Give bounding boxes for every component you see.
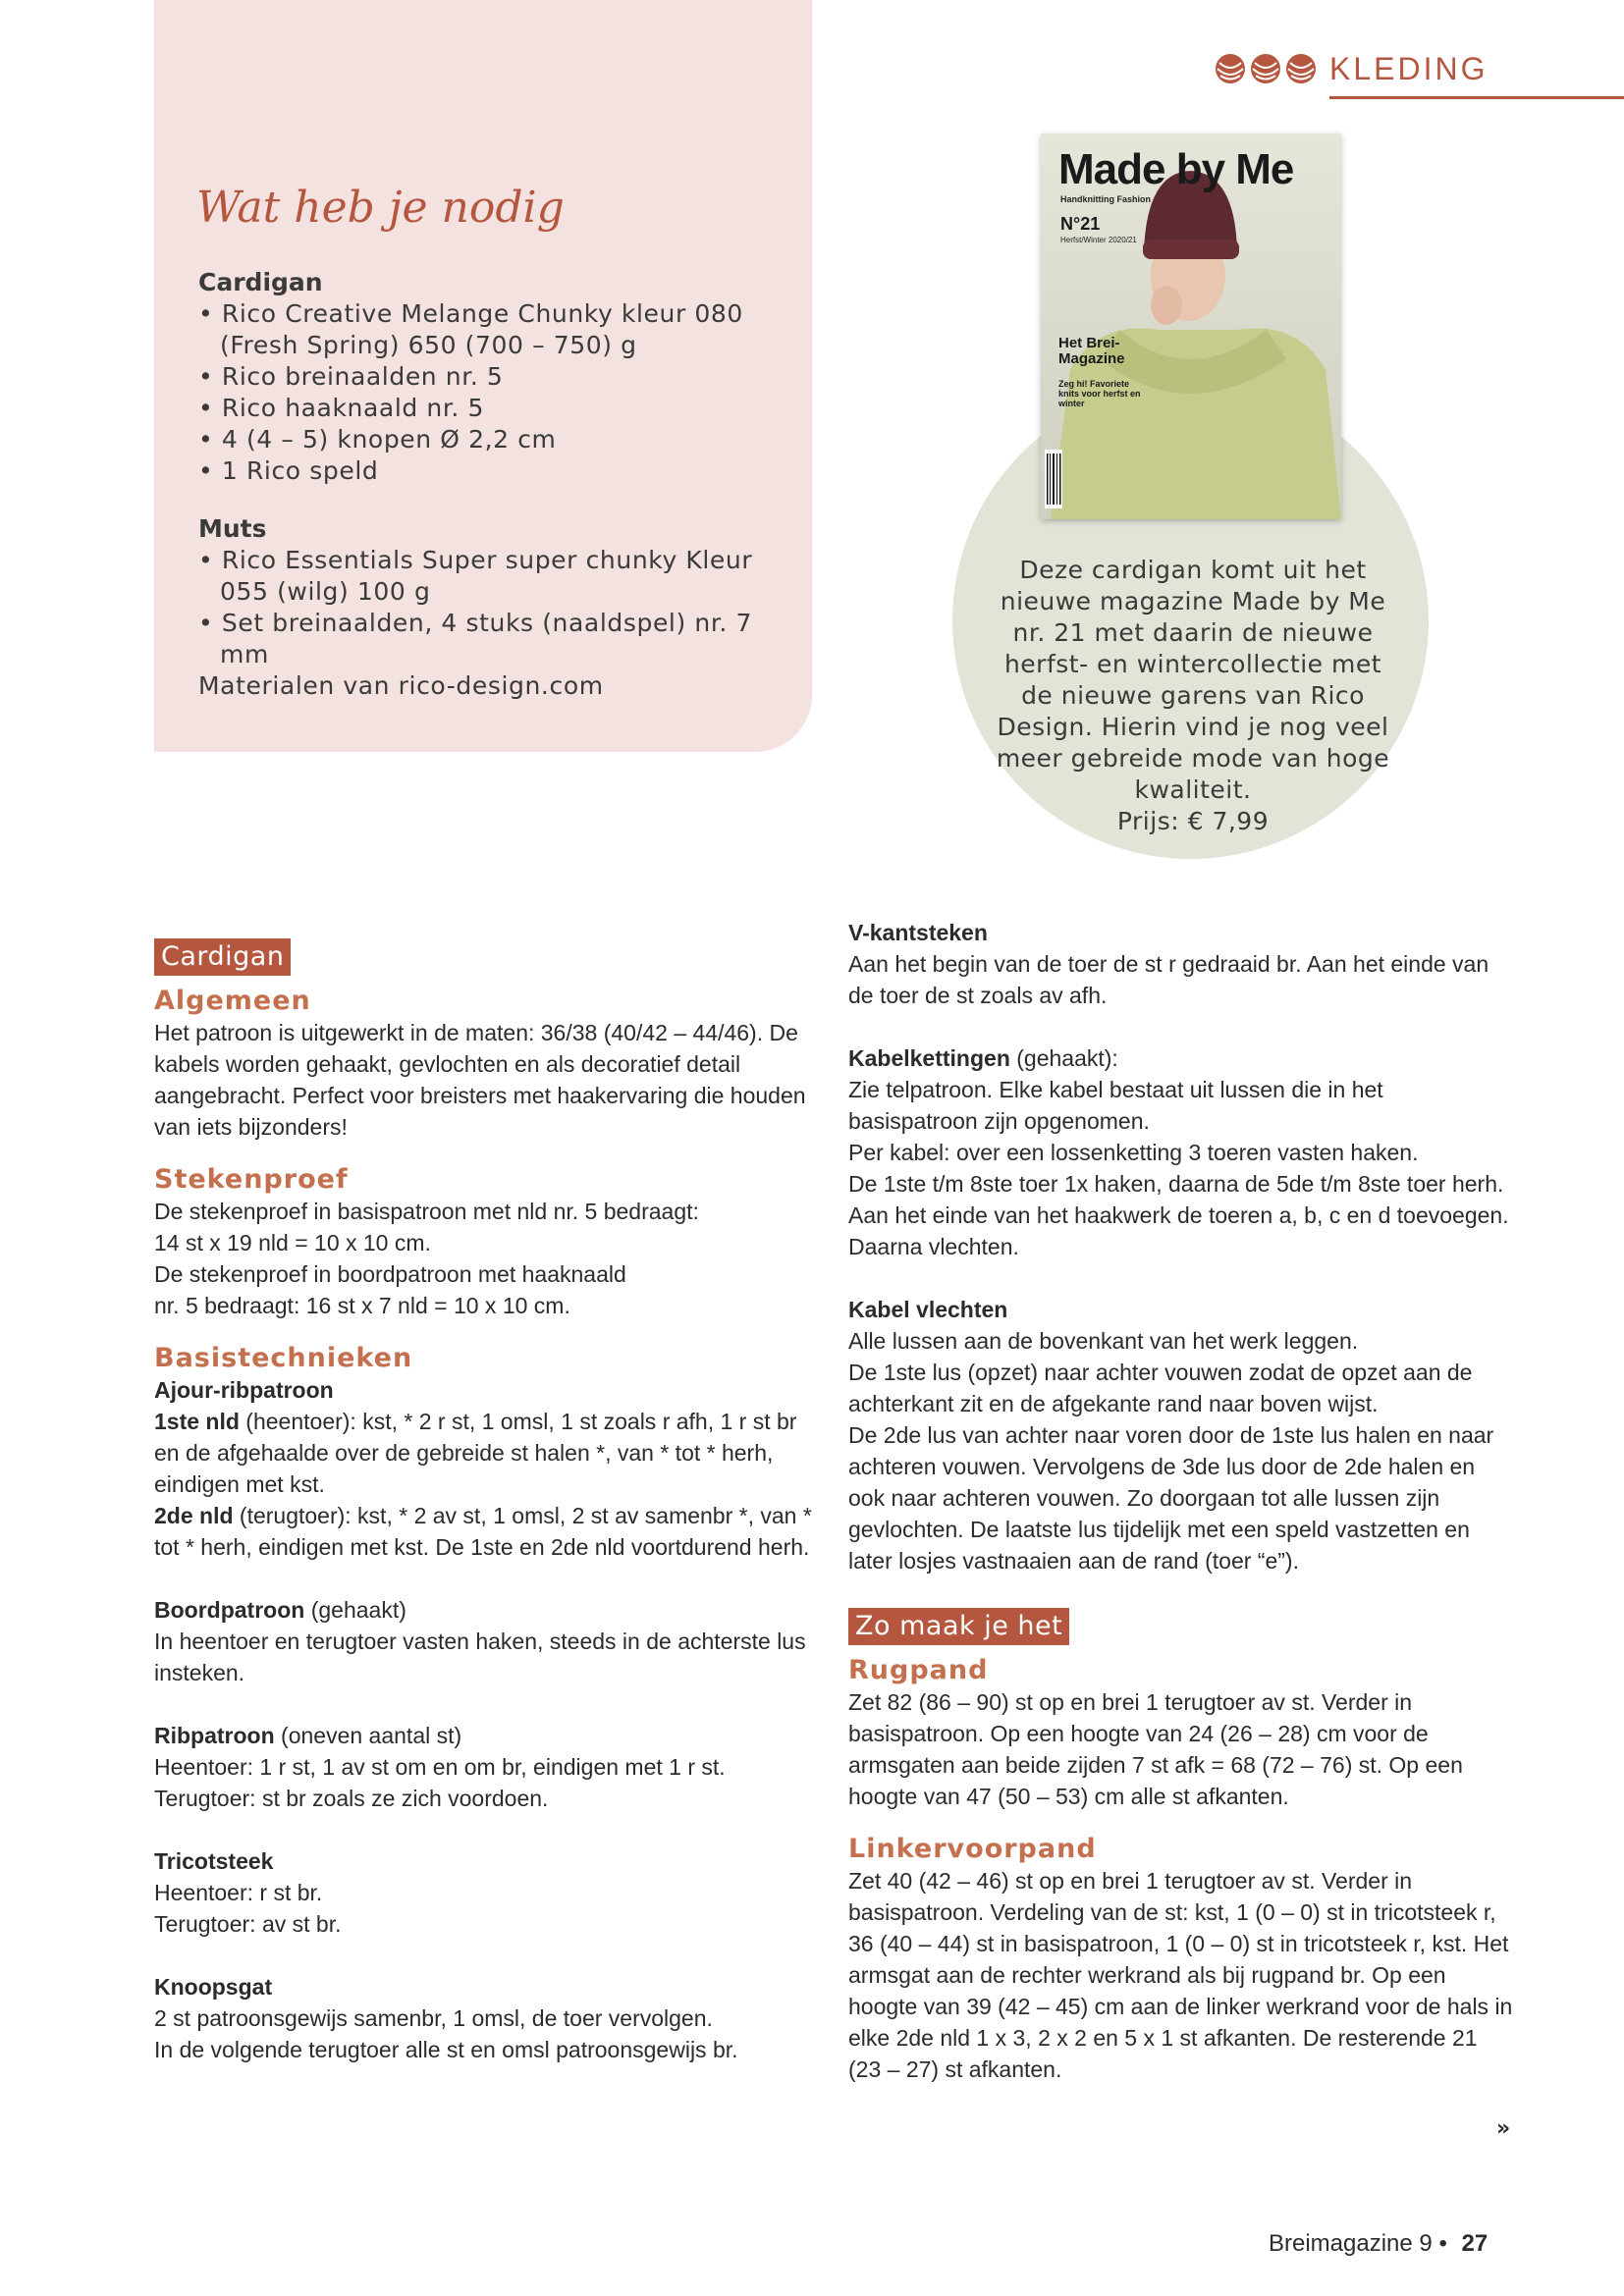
- magazine-cover: [1041, 133, 1341, 519]
- cardigan-heading: Cardigan: [198, 268, 323, 296]
- heading-linkervoorpand: Linkervoorpand: [848, 1834, 1097, 1864]
- boord-text: In heentoer en terugtoer vasten haken, steeds in de achterste lus insteken.: [154, 1629, 806, 1685]
- rib-line: Heentoer: 1 r st, 1 av st om en om br, eindigen met 1 r st.: [154, 1754, 726, 1780]
- stekenproef-line: 14 st x 19 nld = 10 x 10 cm.: [154, 1230, 431, 1255]
- rugpand-text: Zet 82 (86 – 90) st op en brei 1 terugtoer av st. Verder in basispatroon. Op een hoogte van 24 (26 – 28) cm voor de armsgaten aan beide zijden 7 st afk = 68 (72 – 76) st. Op een hoogte van 47 (50 – 53) cm alle st afkanten.: [848, 1689, 1463, 1809]
- needs-title: Wat heb je nodig: [196, 183, 565, 233]
- kabelkettingen-line: Zie telpatroon. Elke kabel bestaat uit lussen die in het basispatroon zijn opgenomen.: [848, 1077, 1383, 1134]
- knoop-line: 2 st patroonsgewijs samenbr, 1 omsl, de toer vervolgen.: [154, 2005, 713, 2031]
- ajour-title: Ajour-ribpatroon: [154, 1377, 334, 1403]
- heading-algemeen: Algemeen: [154, 986, 311, 1016]
- vkant-text: Aan het begin van de toer de st r gedraaid br. Aan het einde van de toer de st zoals av afh.: [848, 951, 1489, 1008]
- kabelkettingen-title-line: [848, 1042, 1516, 1074]
- nld1-text: (heentoer): kst, * 2 r st, 1 omsl, 1 st zoals r afh, 1 r st br en de afgehaalde over de gebreide st halen *, van * tot * herh, eindigen met kst.: [154, 1409, 797, 1497]
- rib-title-line: [154, 1720, 822, 1751]
- boord-suffix: (gehaakt): [304, 1597, 406, 1623]
- vlechten-line: Alle lussen aan de bovenkant van het werk leggen.: [848, 1328, 1359, 1354]
- nld2-label: 2de nld: [154, 1503, 234, 1528]
- rib-title: Ribpatroon: [154, 1723, 275, 1748]
- linkervoorpand-text: Zet 40 (42 – 46) st op en brei 1 terugtoer av st. Verder in basispatroon. Verdeling van de st: kst, 1 (0 – 0) st in tricotsteek r, 36 (40 – 44) st in basispatroon, 1 (0 – 0) st in tricotsteek r, kst. Het armsgat aan de rechter werkrand als bij rugpand br. Op een hoogte van 39 (42 – 45) cm aan de linker werkrand voor de hals in elke 2de nld 1 x 3, 2 x 2 en 5 x 1 st afkanten. De resterende 21 (23 – 27) st afkanten.: [848, 1868, 1513, 2082]
- list-item: • 1 Rico speld: [198, 456, 379, 485]
- list-item: • Rico Essentials Super super chunky Kleur 055 (wilg) 100 g: [198, 546, 753, 606]
- heading-basistechnieken: Basistechnieken: [154, 1343, 413, 1373]
- kabelkettingen-line: De 1ste t/m 8ste toer 1x haken, daarna de 5de t/m 8ste toer herh. Aan het einde van het haakwerk de toeren a, b, c en d toevoegen. Daarna vlechten.: [848, 1171, 1509, 1259]
- magazine-issue: N°21: [1060, 214, 1101, 234]
- tricot-line: Heentoer: r st br.: [154, 1880, 323, 1905]
- magazine-brand: Made by Me: [1058, 145, 1294, 193]
- section-tag-cardigan: Cardigan: [154, 938, 291, 976]
- rib-line: Terugtoer: st br zoals ze zich voordoen.: [154, 1786, 549, 1811]
- page-number: 27: [1461, 2230, 1489, 2257]
- nld2-text: (terugtoer): kst, * 2 av st, 1 omsl, 2 st av samenbr *, van * tot * herh, eindigen met kst. De 1ste en 2de nld voortdurend herh.: [154, 1503, 812, 1560]
- nld2-paragraph: [154, 1500, 822, 1563]
- yarn-ball-icon: [1284, 53, 1318, 84]
- yarn-ball-icon: [1249, 53, 1282, 84]
- price-text: Prijs: € 7,99: [1116, 807, 1270, 835]
- tricot-title: Tricotsteek: [154, 1848, 274, 1874]
- stekenproef-line: De stekenproef in basispatroon met nld nr. 5 bedraagt:: [154, 1199, 699, 1224]
- magazine-caption: [992, 555, 1394, 837]
- list-item: • Set breinaalden, 4 stuks (naaldspel) nr. 7 mm: [198, 609, 753, 668]
- needs-list: [198, 267, 787, 702]
- nld1-paragraph: [154, 1406, 822, 1500]
- magazine-cover-heading: Het Brei-Magazine: [1058, 335, 1125, 367]
- rib-suffix: (oneven aantal st): [274, 1723, 462, 1748]
- kabelkettingen-suffix: (gehaakt):: [1009, 1045, 1118, 1071]
- list-item: • Rico breinaalden nr. 5: [198, 362, 504, 391]
- boord-title: Boordpatroon: [154, 1597, 305, 1623]
- stekenproef-line: De stekenproef in boordpatroon met haaknaald: [154, 1261, 626, 1287]
- list-item: • 4 (4 – 5) knopen Ø 2,2 cm: [198, 425, 557, 454]
- boord-title-line: [154, 1594, 822, 1626]
- vkant-title: V-kantsteken: [848, 920, 988, 945]
- algemeen-text: Het patroon is uitgewerkt in de maten: 36/38 (40/42 – 44/46). De kabels worden gehaakt, gevlochten en als decoratief detail aangebracht. Perfect voor breisters met haakervaring die houden van iets bijzonders!: [154, 1020, 806, 1140]
- vlechten-line: De 2de lus van achter naar voren door de 1ste lus halen en naar achteren vouwen. Vervolgens de 3de lus door de 2de halen en ook naar achteren vouwen. Zo doorgaan tot alle lussen zijn gevlochten. De laatste lus tijdelijk met een speld vastzetten en later losjes vastnaaien aan de rand (toer “e”).: [848, 1422, 1494, 1574]
- header-rule: [1329, 96, 1624, 99]
- vlechten-line: De 1ste lus (opzet) naar achter vouwen zodat de opzet aan de achterkant zit en de afgekante rand naar boven wijst.: [848, 1360, 1473, 1416]
- list-item: • Rico Creative Melange Chunky kleur 080 (Fresh Spring) 650 (700 – 750) g: [198, 299, 743, 359]
- magazine-cover-sub: Zeg hi! Favoriete knits voor herfst en winter: [1058, 379, 1141, 408]
- magazine-season: Herfst/Winter 2020/21: [1060, 236, 1137, 244]
- nld1-label: 1ste nld: [154, 1409, 240, 1434]
- page-footer: [1269, 2230, 1488, 2258]
- stekenproef-line: nr. 5 bedraagt: 16 st x 7 nld = 10 x 10 cm.: [154, 1293, 570, 1318]
- heading-rugpand: Rugpand: [848, 1655, 989, 1685]
- left-column: [154, 938, 822, 2065]
- materials-note: Materialen van rico-design.com: [198, 671, 604, 700]
- vlechten-title: Kabel vlechten: [848, 1297, 1008, 1322]
- section-tag-zo-maak-je-het: Zo maak je het: [848, 1608, 1069, 1645]
- section-title: KLEDING: [1329, 51, 1489, 86]
- kabelkettingen-line: Per kabel: over een lossenketting 3 toeren vasten haken.: [848, 1140, 1419, 1165]
- continue-arrow-icon: »: [1496, 2116, 1511, 2141]
- kabelkettingen-title: Kabelkettingen: [848, 1045, 1010, 1071]
- muts-heading: Muts: [198, 514, 267, 543]
- yarn-ball-icon: [1214, 53, 1247, 84]
- magazine-tagline: Handknitting Fashion: [1060, 194, 1151, 204]
- heading-stekenproef: Stekenproef: [154, 1164, 349, 1195]
- knoop-line: In de volgende terugtoer alle st en omsl patroonsgewijs br.: [154, 2037, 738, 2062]
- list-item: • Rico haaknaald nr. 5: [198, 394, 485, 422]
- caption-text: Deze cardigan komt uit het nieuwe magazine Made by Me nr. 21 met daarin de nieuwe herfst- en wintercollectie met de nieuwe garens van Rico Design. Hierin vind je nog veel meer gebreide mode van hoge kwaliteit.: [996, 556, 1390, 804]
- right-column: [848, 917, 1516, 2085]
- tricot-line: Terugtoer: av st br.: [154, 1911, 342, 1937]
- footer-magazine: Breimagazine 9: [1269, 2230, 1433, 2257]
- footer-separator: •: [1438, 2230, 1447, 2257]
- knoop-title: Knoopsgat: [154, 1974, 273, 2000]
- yarn-balls-icon: [1214, 53, 1318, 84]
